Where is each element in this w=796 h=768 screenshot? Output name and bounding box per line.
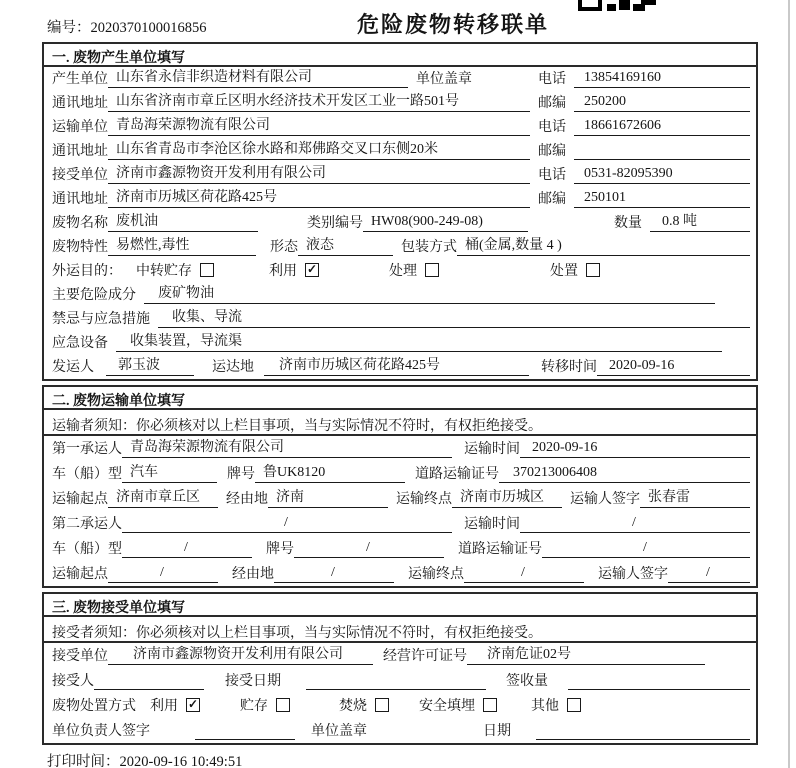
row-carrier1 [44, 436, 756, 461]
page-edge-divider [788, 0, 790, 768]
disposal-option-label: 贮存 [240, 699, 268, 714]
vehicle2-type-label: 车（船）型 [52, 542, 122, 557]
section-producer-title: 一. 废物产生单位填写 [44, 44, 756, 67]
equipment-label: 应急设备 [52, 336, 108, 351]
receiver-phone-label: 电话 [538, 168, 566, 183]
route1-start-label: 运输起点 [52, 492, 108, 507]
checkbox-disposal-incinerate [375, 698, 389, 712]
route2-sign-label: 运输人签字 [598, 567, 668, 582]
accept-person-label: 接受人 [52, 674, 94, 689]
hazard-value: 废矿物油 [144, 283, 715, 304]
disposal-option-other [531, 695, 581, 715]
receipt-qty-value [568, 672, 750, 690]
row-waste-name [44, 211, 756, 235]
route1-start-value: 济南市章丘区 [108, 486, 218, 508]
license-value: 济南危证02号 [467, 643, 705, 665]
vehicle1-plate-label: 牌号 [227, 467, 255, 482]
row-vehicle1 [44, 461, 756, 486]
disposal-option-label: 安全填埋 [419, 699, 475, 714]
row-route1 [44, 486, 756, 511]
page-title: 危险废物转移联单 [356, 12, 549, 37]
producer-zip-value: 250200 [574, 94, 750, 112]
qr-block [641, 0, 656, 5]
route1-end-label: 运输终点 [396, 492, 452, 507]
unit-seal-label: 单位盖章 [311, 724, 367, 739]
sign-date-label: 日期 [483, 724, 511, 739]
receiver-notice: 接受者须知：你必须核对以上栏目事项，当与实际情况不符时，有权拒绝接受。 [44, 617, 756, 643]
waste-form-value: 液态 [298, 235, 393, 256]
route1-via-value: 济南 [268, 486, 388, 508]
row-dispatch [44, 355, 756, 379]
section-transport-title: 二. 废物运输单位填写 [44, 387, 756, 410]
transporter-zip-label: 邮编 [538, 144, 566, 159]
row-disposal-method [44, 693, 756, 718]
purpose-label: 外运目的： [52, 264, 122, 279]
purpose-option-label: 处置 [550, 264, 578, 279]
receiver-addr-value: 济南市历城区荷花路425号 [108, 187, 530, 208]
producer-seal-label: 单位盖章 [416, 72, 472, 87]
vehicle2-plate-value: / [294, 540, 444, 558]
transporter-notice: 运输者须知：你必须核对以上栏目事项，当与实际情况不符时，有权拒绝接受。 [44, 410, 756, 436]
row-emergency-equipment [44, 331, 756, 355]
disposal-option-storage [240, 695, 290, 715]
carrier2-label: 第二承运人 [52, 517, 122, 532]
route2-via-value: / [274, 565, 394, 583]
receive-unit-label: 接受单位 [52, 649, 108, 664]
producer-addr-value: 山东省济南市章丘区明水经济技术开发区工业一路501号 [108, 91, 530, 112]
qr-block [578, 0, 602, 11]
section-receive-title: 三. 废物接受单位填写 [44, 594, 756, 617]
checkbox-dispose [586, 263, 600, 277]
serial-value: 2020370100016856 [90, 20, 207, 36]
receiver-zip-value: 250101 [574, 190, 750, 208]
row-responsible-sign [44, 718, 756, 743]
checkbox-treat [425, 263, 439, 277]
checkbox-disposal-storage [276, 698, 290, 712]
carrier1-time-label: 运输时间 [464, 442, 520, 457]
vehicle2-plate-label: 牌号 [266, 542, 294, 557]
purpose-option-label: 中转贮存 [136, 264, 192, 279]
purpose-option-label: 利用 [269, 264, 297, 279]
carrier1-label: 第一承运人 [52, 442, 122, 457]
transporter-label: 运输单位 [52, 120, 108, 135]
dispatcher-value: 郭玉波 [106, 355, 194, 376]
section-producer [42, 42, 758, 381]
waste-prop-label: 废物特性 [52, 240, 108, 255]
waste-form-label: 形态 [270, 240, 298, 255]
purpose-option-treat [389, 260, 439, 280]
row-producer-address [44, 91, 756, 115]
disposal-option-label: 其他 [531, 699, 559, 714]
print-time [47, 750, 242, 768]
carrier2-value: / [122, 515, 452, 533]
waste-name-label: 废物名称 [52, 216, 108, 231]
purpose-option-utilize [269, 260, 319, 280]
carrier2-time-value: / [520, 515, 750, 533]
checkbox-disposal-other [567, 698, 581, 712]
producer-label: 产生单位 [52, 72, 108, 87]
waste-qty-value: 0.8 吨 [650, 211, 750, 232]
accept-date-label: 接受日期 [225, 674, 281, 689]
row-route2 [44, 561, 756, 586]
destination-label: 运达地 [212, 360, 254, 375]
route1-end-value: 济南市历城区 [452, 486, 562, 508]
row-taboo-measures [44, 307, 756, 331]
equipment-value: 收集装置，导流渠 [116, 331, 722, 352]
qr-block [607, 4, 616, 11]
disposal-option-label: 利用 [150, 699, 178, 714]
receiver-value: 济南市鑫源物资开发利用有限公司 [108, 163, 530, 184]
waste-qty-label: 数量 [614, 216, 642, 231]
row-transporter-address [44, 139, 756, 163]
license-label: 经营许可证号 [383, 649, 467, 664]
qr-block [633, 4, 645, 11]
responsible-sign-label: 单位负责人签字 [52, 724, 150, 739]
carrier1-value: 青岛海荣源物流有限公司 [122, 436, 452, 458]
disposal-option-utilize [150, 695, 200, 715]
sign-date-value [536, 722, 750, 740]
checkbox-disposal-utilize: ✓ [187, 697, 199, 711]
route2-via-label: 经由地 [232, 567, 274, 582]
row-transporter [44, 115, 756, 139]
vehicle2-cert-value: / [542, 540, 750, 558]
row-receiver [44, 163, 756, 187]
route2-end-label: 运输终点 [408, 567, 464, 582]
producer-value: 山东省永信非织造材料有限公司 [108, 67, 408, 88]
transporter-zip-value [574, 142, 750, 160]
qr-code-fragment [578, 0, 658, 11]
waste-category-label: 类别编号 [307, 216, 363, 231]
accept-person-value [94, 672, 204, 690]
disposal-option-label: 焚烧 [339, 699, 367, 714]
receiver-addr-label: 通讯地址 [52, 192, 108, 207]
producer-phone-value: 13854169160 [574, 70, 750, 88]
waste-category-value: HW08(900-249-08) [363, 214, 528, 232]
section-receive [42, 592, 758, 745]
disposal-option-landfill [419, 695, 497, 715]
vehicle1-cert-value: 370213006408 [499, 465, 750, 483]
receipt-qty-label: 签收量 [506, 674, 548, 689]
row-purpose [44, 259, 756, 283]
hazard-label: 主要危险成分 [52, 288, 136, 303]
vehicle1-type-value: 汽车 [122, 461, 217, 483]
transporter-phone-value: 18661672606 [574, 118, 750, 136]
carrier1-time-value: 2020-09-16 [520, 440, 750, 458]
accept-date-value [306, 672, 486, 690]
purpose-option-label: 处理 [389, 264, 417, 279]
receiver-zip-label: 邮编 [538, 192, 566, 207]
checkbox-utilize: ✓ [306, 262, 318, 276]
row-receiver-address [44, 187, 756, 211]
transfer-time-value: 2020-09-16 [597, 358, 750, 376]
serial-label: 编号： [47, 20, 91, 36]
route2-start-value: / [108, 565, 218, 583]
producer-phone-label: 电话 [538, 72, 566, 87]
disposal-option-incinerate [339, 695, 389, 715]
route2-end-value: / [464, 565, 584, 583]
checkbox-disposal-landfill [483, 698, 497, 712]
transporter-addr-value: 山东省青岛市李沧区徐水路和郑佛路交叉口东侧20米 [108, 139, 530, 160]
receiver-label: 接受单位 [52, 168, 108, 183]
taboo-value: 收集、导流 [158, 307, 750, 328]
row-waste-property [44, 235, 756, 259]
row-vehicle2 [44, 536, 756, 561]
waste-prop-value: 易燃性,毒性 [108, 235, 256, 256]
destination-value: 济南市历城区荷花路425号 [264, 355, 529, 376]
producer-zip-label: 邮编 [538, 96, 566, 111]
receiver-phone-value: 0531-82095390 [574, 166, 750, 184]
vehicle2-cert-label: 道路运输证号 [458, 542, 542, 557]
vehicle1-type-label: 车（船）型 [52, 467, 122, 482]
transporter-addr-label: 通讯地址 [52, 144, 108, 159]
route2-start-label: 运输起点 [52, 567, 108, 582]
route1-via-label: 经由地 [226, 492, 268, 507]
purpose-option-dispose [550, 260, 600, 280]
transporter-phone-label: 电话 [538, 120, 566, 135]
row-receive-unit [44, 643, 756, 668]
producer-addr-label: 通讯地址 [52, 96, 108, 111]
carrier2-time-label: 运输时间 [464, 517, 520, 532]
qr-block [619, 0, 630, 10]
purpose-option-transfer-storage [136, 260, 214, 280]
transfer-time-label: 转移时间 [541, 360, 597, 375]
waste-name-value: 废机油 [108, 211, 258, 232]
dispatcher-label: 发运人 [52, 360, 94, 375]
transporter-value: 青岛海荣源物流有限公司 [108, 115, 530, 136]
receive-unit-value: 济南市鑫源物资开发利用有限公司 [108, 643, 373, 665]
row-hazard-component [44, 283, 756, 307]
waste-pack-label: 包装方式 [401, 240, 457, 255]
print-time-value: 2020-09-16 10:49:51 [119, 754, 243, 768]
section-transport [42, 385, 758, 588]
row-producer [44, 67, 756, 91]
route1-sign-value: 张春雷 [640, 486, 750, 508]
print-time-label: 打印时间： [47, 754, 120, 768]
waste-pack-value: 桶(金属,数量 4 ) [457, 235, 750, 256]
transfer-manifest-form [42, 42, 758, 745]
checkbox-transfer-storage [200, 263, 214, 277]
vehicle1-plate-value: 鲁UK8120 [255, 461, 405, 483]
responsible-sign-value [195, 722, 295, 740]
row-carrier2 [44, 511, 756, 536]
disposal-label: 废物处置方式 [52, 699, 136, 714]
route2-sign-value: / [668, 565, 750, 583]
vehicle2-type-value: / [122, 540, 252, 558]
row-accept [44, 668, 756, 693]
route1-sign-label: 运输人签字 [570, 492, 640, 507]
taboo-label: 禁忌与应急措施 [52, 312, 150, 327]
vehicle1-cert-label: 道路运输证号 [415, 467, 499, 482]
